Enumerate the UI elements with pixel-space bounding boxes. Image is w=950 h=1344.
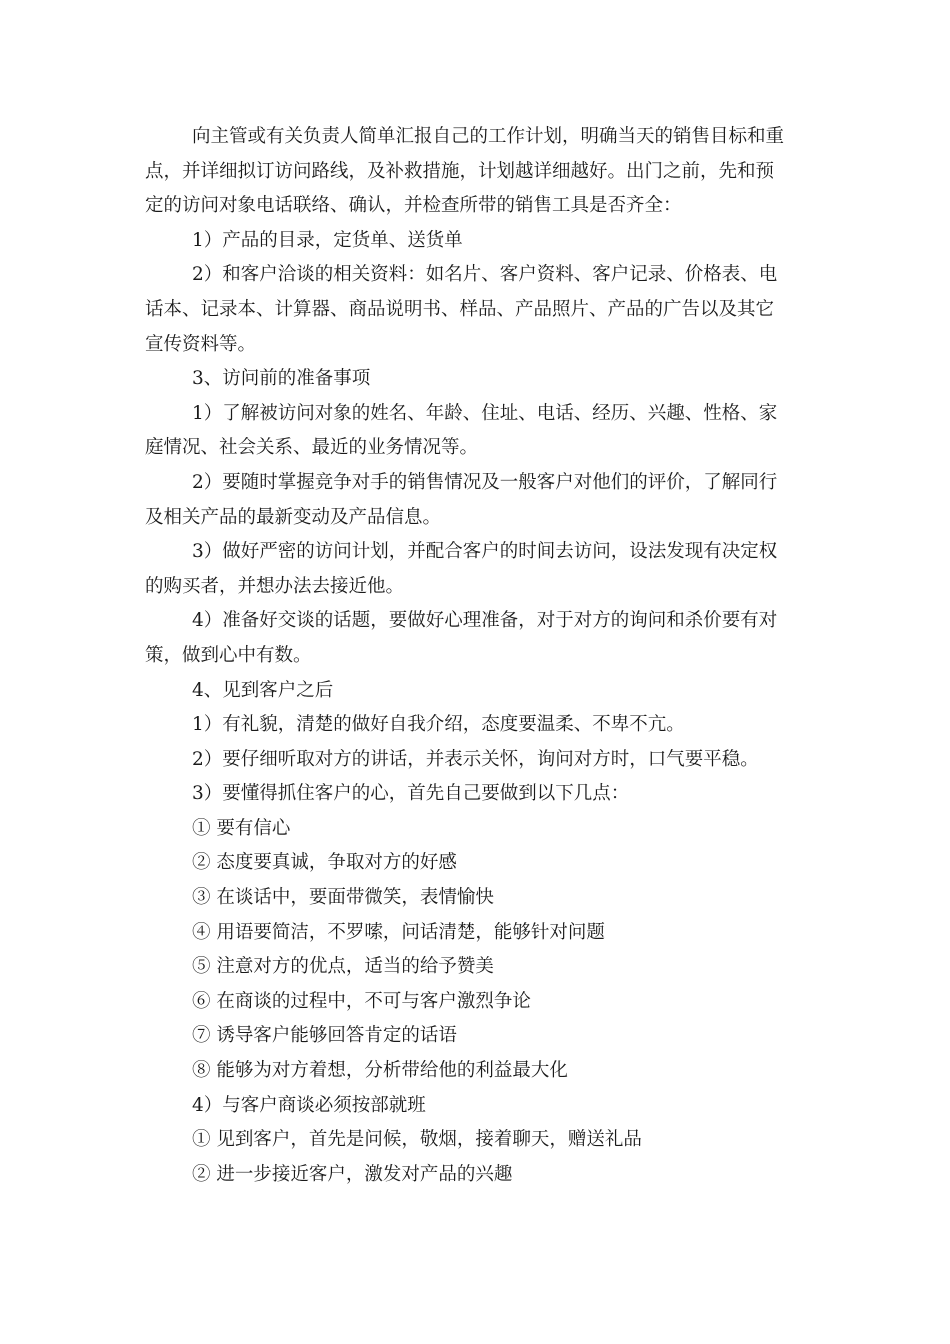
text-line: ③ 在谈话中，要面带微笑，表情愉快 <box>192 887 494 909</box>
text-line: 庭情况、社会关系、最近的业务情况等。 <box>145 437 479 459</box>
text-line: 向主管或有关负责人简单汇报自己的工作计划，明确当天的销售目标和重 <box>192 126 785 147</box>
text-line: 2）要仔细听取对方的讲话，并表示关怀，询问对方时，口气要平稳。 <box>192 748 759 770</box>
text-line: ② 进一步接近客户，激发对产品的兴趣 <box>192 1163 513 1185</box>
text-line: ⑥ 在商谈的过程中，不可与客户激烈争论 <box>192 990 531 1012</box>
text-line: 策，做到心中有数。 <box>145 644 312 666</box>
text-line: 及相关产品的最新变动及产品信息。 <box>145 506 442 528</box>
text-line: 2）和客户洽谈的相关资料：如名片、客户资料、客户记录、价格表、电 <box>192 264 778 286</box>
text-line: 3、访问前的准备事项 <box>192 368 371 390</box>
text-line: ① 要有信心 <box>192 817 291 839</box>
text-line: 4）与客户商谈必须按部就班 <box>192 1094 426 1116</box>
text-line: 的购买者，并想办法去接近他。 <box>145 575 405 597</box>
text-line: 宣传资料等。 <box>145 333 257 355</box>
text-line: 1）了解被访问对象的姓名、年龄、住址、电话、经历、兴趣、性格、家 <box>192 402 778 424</box>
text-line: 定的访问对象电话联络、确认，并检查所带的销售工具是否齐全： <box>145 195 682 217</box>
text-line: 1）有礼貌，清楚的做好自我介绍，态度要温柔、不卑不亢。 <box>192 714 685 736</box>
text-line: 4）准备好交谈的话题，要做好心理准备，对于对方的询问和杀价要有对 <box>192 610 778 632</box>
text-line: ⑧ 能够为对方着想，分析带给他的利益最大化 <box>192 1060 568 1082</box>
text-line: ① 见到客户，首先是问候，敬烟，接着聊天，赠送礼品 <box>192 1129 642 1151</box>
text-line: 3）做好严密的访问计划，并配合客户的时间去访问，设法发现有决定权 <box>192 541 778 563</box>
text-line: 4、见到客户之后 <box>192 679 334 701</box>
text-line: ⑤ 注意对方的优点，适当的给予赞美 <box>192 956 494 978</box>
text-line: ② 态度要真诚，争取对方的好感 <box>192 852 457 874</box>
text-line: ④ 用语要简洁，不罗嗦，问话清楚，能够针对问题 <box>192 921 605 943</box>
text-line: ⑦ 诱导客户能够回答肯定的话语 <box>192 1025 457 1047</box>
text-line: 2）要随时掌握竞争对手的销售情况及一般客户对他们的评价，了解同行 <box>192 471 778 493</box>
text-line: 1）产品的目录，定货单、送货单 <box>192 229 463 251</box>
text-line: 点，并详细拟订访问路线，及补救措施，计划越详细越好。出门之前，先和预 <box>145 160 775 182</box>
text-line: 3）要懂得抓住客户的心，首先自己要做到以下几点： <box>192 783 630 805</box>
text-line: 话本、记录本、计算器、商品说明书、样品、产品照片、产品的广告以及其它 <box>145 298 775 320</box>
document-body <box>145 120 807 1192</box>
